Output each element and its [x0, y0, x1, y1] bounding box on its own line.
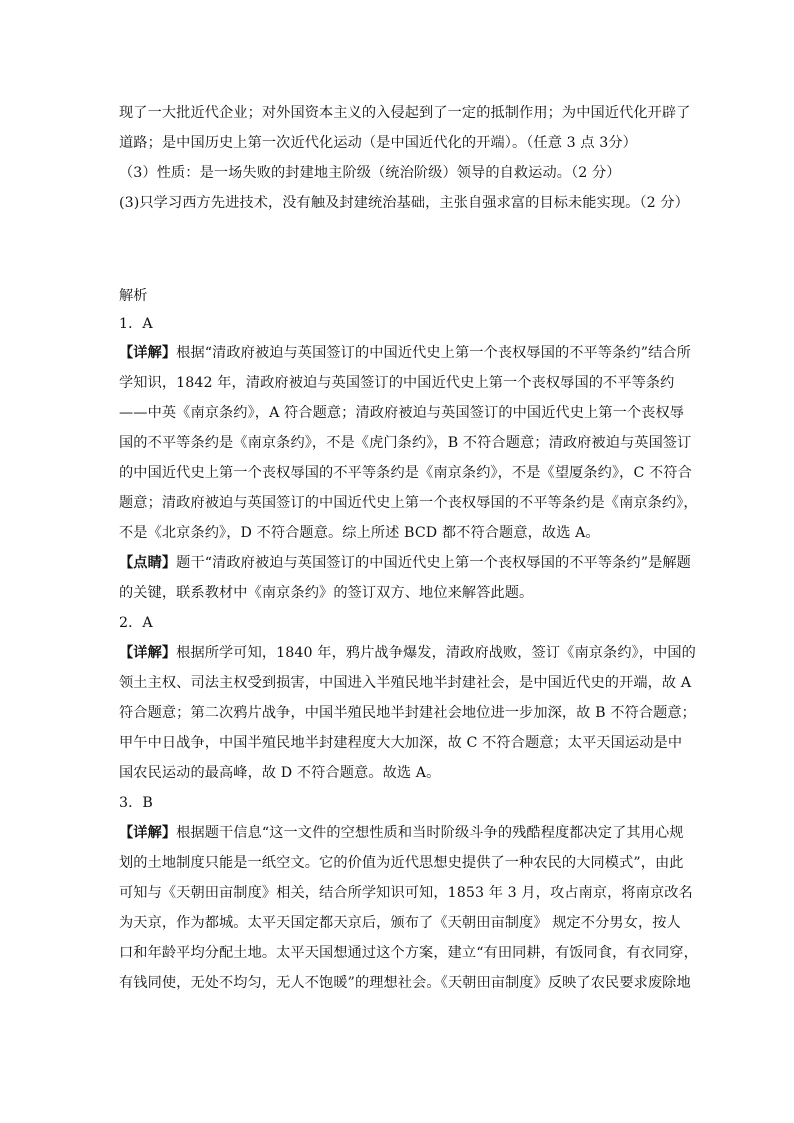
- detail-text: 根据所学可知，1840 年，鸦片战争爆发，清政府战败，签订《南京条约》，中国的: [176, 645, 696, 661]
- detail-line: 领土主权、司法主权受到损害，中国进入半殖民地半封建社会，是中国近代史的开端，故 A: [119, 675, 692, 691]
- detail-line: 为天京，作为都城。太平天国定都天京后，颁布了《天朝田亩制度》 规定不分男女，按人: [119, 915, 681, 931]
- detail-line: [119, 343, 691, 363]
- detail-text: 根据“清政府被迫与英国签订的中国近代史上第一个丧权辱国的不平等条约”结合所: [176, 345, 691, 361]
- detail-line: 口和年龄平均分配土地。太平天国想通过这个方案，建立“有田同耕，有饭同食，有衣同穿，: [119, 945, 698, 961]
- detail-tag: 【详解】: [119, 825, 177, 841]
- detail-text: 根据题干信息“这一文件的空想性质和当时阶级斗争的残酷程度都决定了其用心规: [176, 825, 684, 841]
- detail-tag: 【详解】: [119, 345, 177, 361]
- detail-line: 甲午中日战争，中国半殖民地半封建程度大大加深，故 C 不符合题意；太平天国运动是中: [119, 735, 683, 751]
- question-number: 1．A: [119, 316, 153, 332]
- answer-line: （3）性质：是一场失败的封建地主阶级（统治阶级）领导的自救运动。（2 分）: [119, 165, 621, 181]
- detail-line: 题意；清政府被迫与英国签订的中国近代史上第一个丧权辱国的不平等条约是《南京条约》，: [119, 495, 698, 511]
- analysis-heading: 解析: [119, 288, 148, 304]
- answer-line: (3)只学习西方先进技术，没有触及封建统治基础，主张自强求富的目标未能实现。（2 分）: [119, 195, 689, 211]
- detail-line: 不是《北京条约》，D 不符合题意。综上所述 BCD 都不符合题意，故选 A。: [119, 525, 600, 541]
- detail-line: 国的不平等条约是《南京条约》，不是《虎门条约》，B 不符合题意；清政府被迫与英国签订: [119, 435, 692, 451]
- detail-line: 可知与《天朝田亩制度》相关，结合所学知识可知，1853 年 3 月，攻占南京，将南京改名: [119, 885, 693, 901]
- detail-line: ——中英《南京条约》，A 符合题意；清政府被迫与英国签订的中国近代史上第一个丧权辱: [119, 405, 685, 421]
- question-number: 2．A: [119, 615, 153, 631]
- detail-line: 国农民运动的最高峰，故 D 不符合题意。故选 A。: [119, 765, 441, 781]
- detail-line: [119, 823, 684, 843]
- point-text: 题干“清政府被迫与英国签订的中国近代史上第一个丧权辱国的不平等条约”是解题: [176, 555, 691, 571]
- point-line: [119, 553, 691, 573]
- detail-line: 划的土地制度只能是一纸空文。它的价值为近代思想史提供了一种农民的大同模式”，由此: [119, 855, 684, 871]
- detail-line: 学知识，1842 年，清政府被迫与英国签订的中国近代史上第一个丧权辱国的不平等条约: [119, 375, 675, 391]
- detail-line: [119, 643, 696, 663]
- answer-line: 现了一大批近代企业；对外国资本主义的入侵起到了一定的抵制作用；为中国近代化开辟了: [119, 105, 691, 121]
- question-number: 3．B: [119, 795, 153, 811]
- answer-line: 道路；是中国历史上第一次近代化运动（是中国近代化的开端）。（任意 3 点 3分）: [119, 135, 637, 151]
- detail-line: 有钱同使，无处不均匀，无人不饱暖”的理想社会。《天朝田亩制度》反映了农民要求废除地: [119, 975, 691, 991]
- point-tag: 【点睛】: [119, 555, 177, 571]
- detail-line: 符合题意；第二次鸦片战争，中国半殖民地半封建社会地位进一步加深，故 B 不符合题意；: [119, 705, 696, 721]
- detail-line: 的中国近代史上第一个丧权辱国的不平等条约是《南京条约》，不是《望厦条约》，C 不符合: [119, 465, 692, 481]
- detail-tag: 【详解】: [119, 645, 177, 661]
- point-line: 的关键，联系教材中《南京条约》的签订双方、地位来解答此题。: [119, 585, 534, 601]
